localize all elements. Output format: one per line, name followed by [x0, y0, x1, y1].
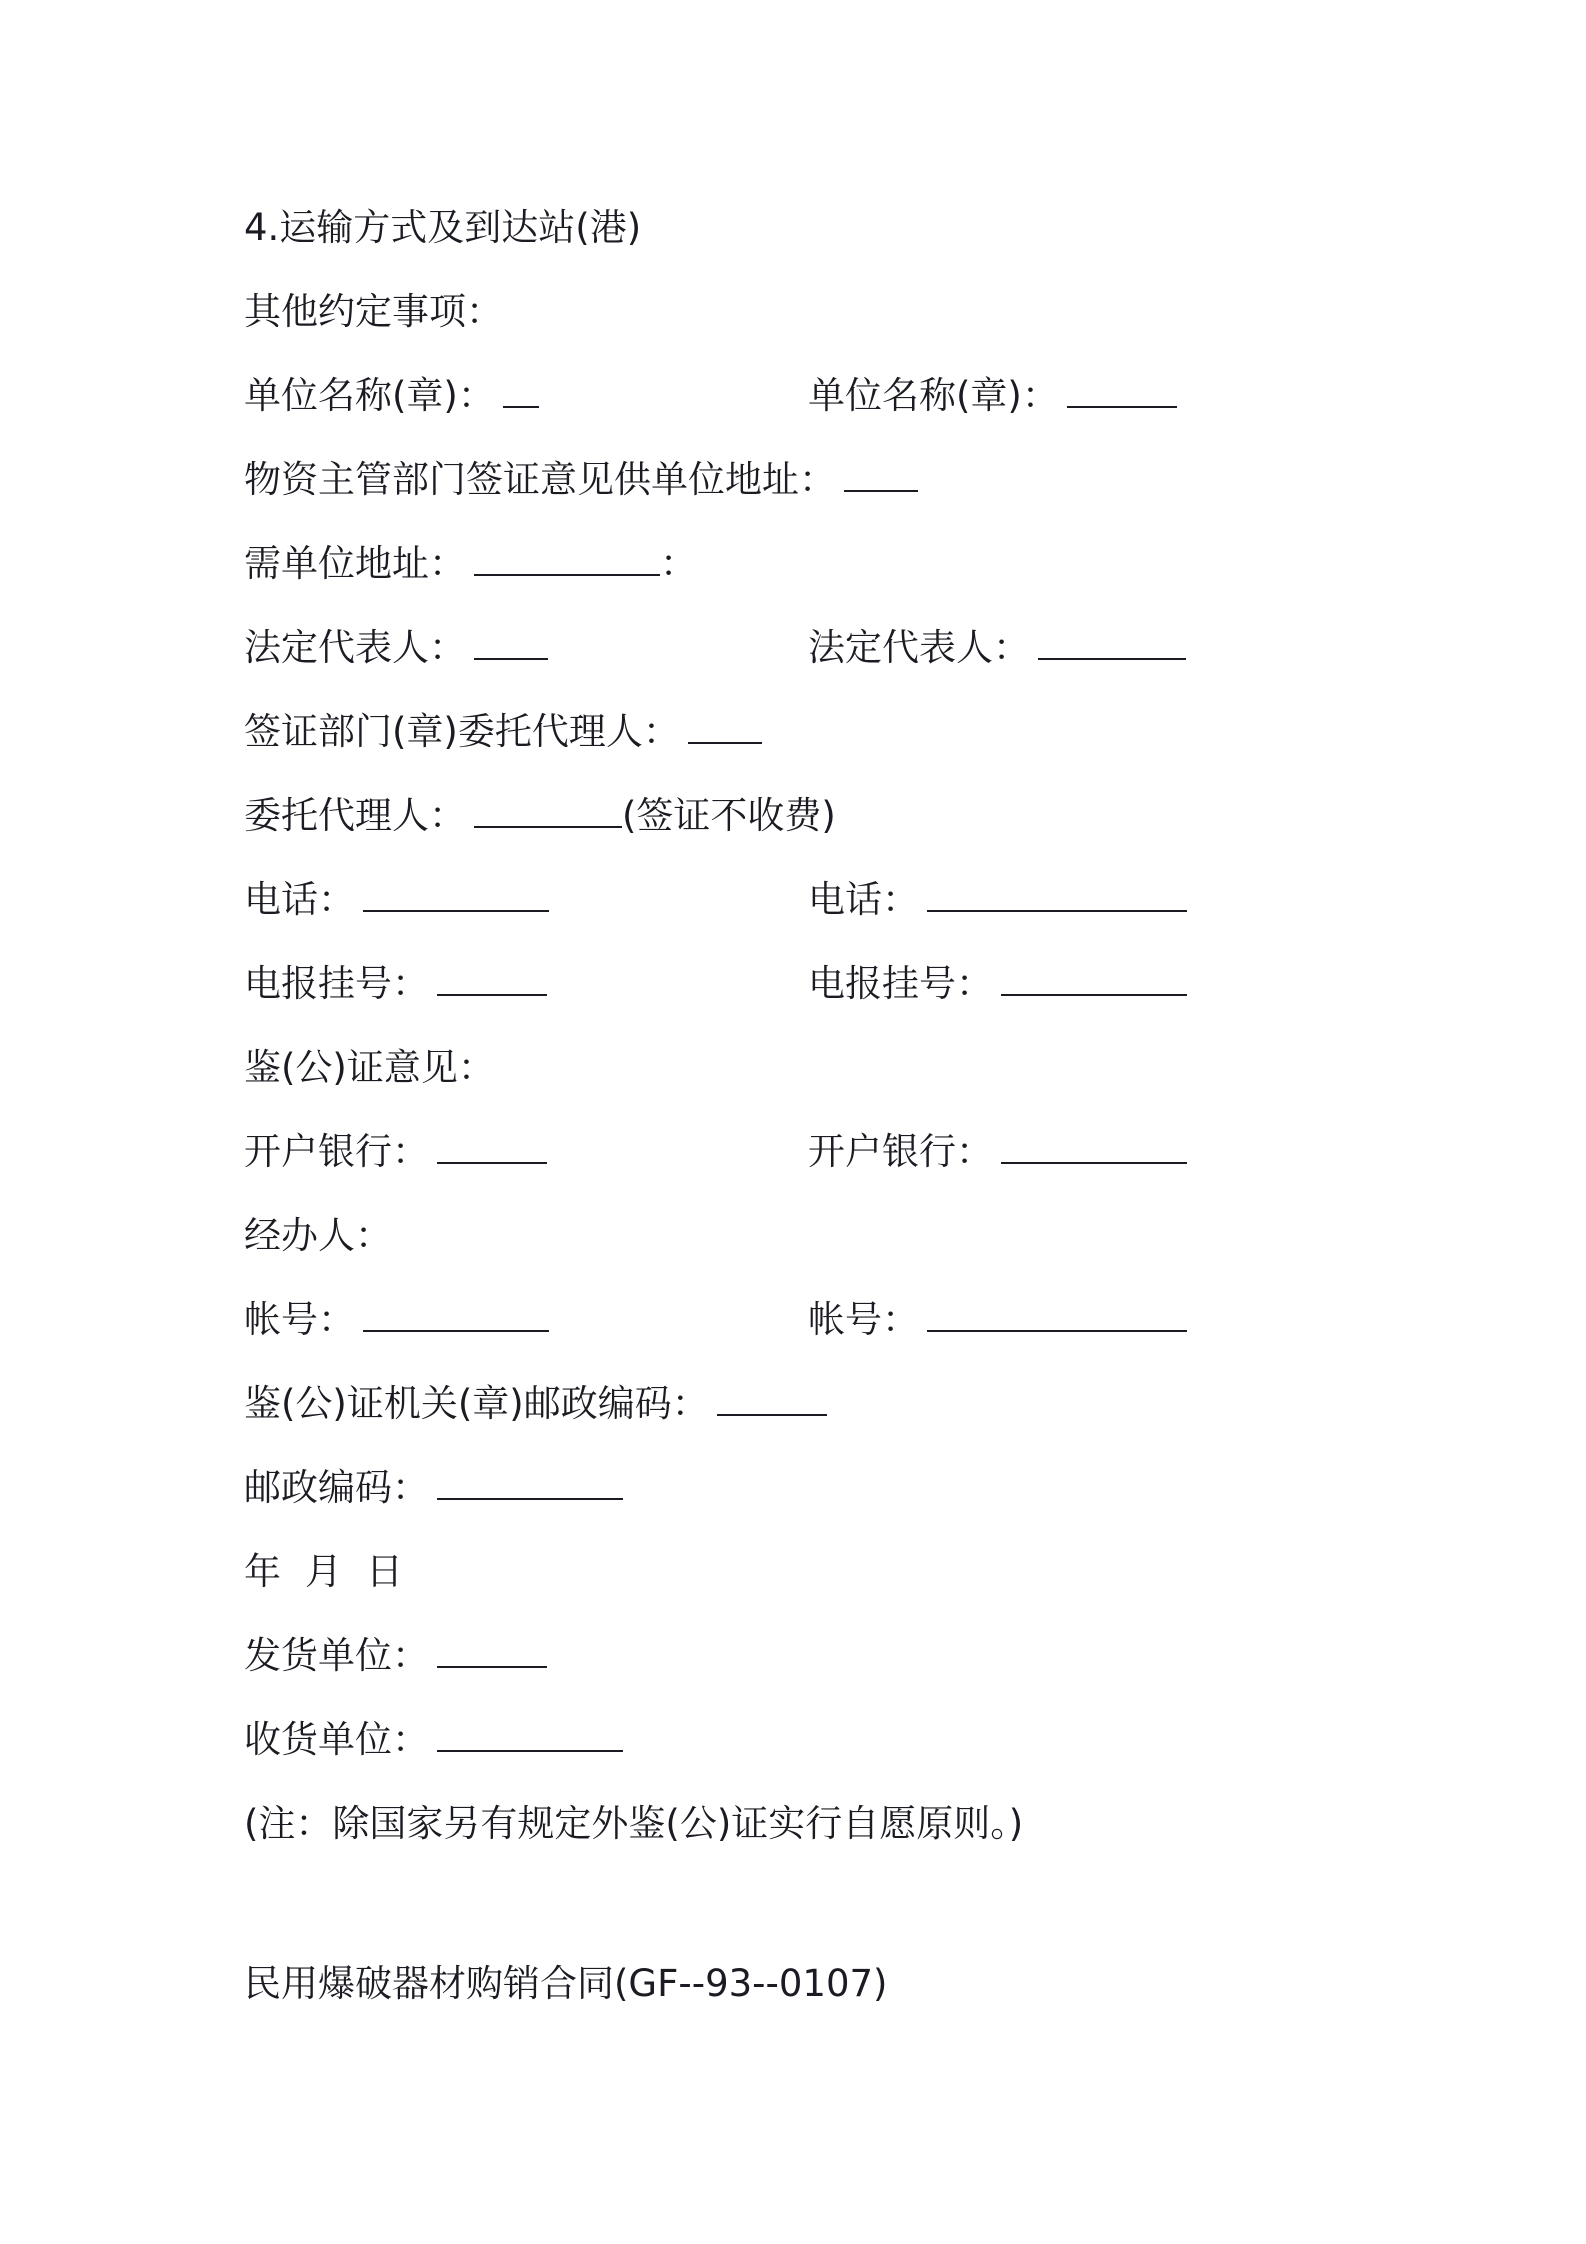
contract-title: 民用爆破器材购销合同(GF--93--0107) [244, 1962, 888, 2005]
demand-address-label: 需单位地址： [244, 542, 466, 585]
bank-right-blank [1001, 1132, 1187, 1164]
bank-left-label: 开户银行： [244, 1130, 429, 1173]
legal-rep-left-label: 法定代表人： [244, 626, 466, 669]
account-right-line [808, 1296, 1187, 1344]
phone-right-blank [927, 880, 1187, 912]
bank-right-line [808, 1128, 1187, 1176]
account-right-blank [927, 1300, 1187, 1332]
bank-right-label: 开户银行： [808, 1130, 993, 1173]
telegram-right-label: 电报挂号： [808, 962, 993, 1005]
telegram-right-line [808, 960, 1187, 1008]
notary-postcode-label: 鉴(公)证机关(章)邮政编码： [244, 1382, 709, 1425]
phone-left-line [244, 876, 549, 924]
demand-address-colon: ： [660, 542, 697, 585]
telegram-left-line [244, 960, 547, 1008]
note-line [244, 1800, 1023, 1848]
shipper-blank [437, 1636, 547, 1668]
note-text: (注：除国家另有规定外鉴(公)证实行自愿原则。) [244, 1802, 1024, 1845]
unit-name-right-line [808, 372, 1177, 420]
shipper-line [244, 1632, 547, 1680]
supply-address-line [244, 456, 918, 504]
other-terms-label: 其他约定事项： [244, 290, 503, 333]
bank-left-line [244, 1128, 547, 1176]
consignee-label: 收货单位： [244, 1718, 429, 1761]
agent-label: 委托代理人： [244, 794, 466, 837]
notary-opinion-line [244, 1044, 495, 1092]
telegram-left-blank [437, 964, 547, 996]
visa-dept-agent-blank [688, 712, 762, 744]
unit-name-left-blank [503, 376, 539, 408]
telegram-left-label: 电报挂号： [244, 962, 429, 1005]
visa-free-note: (签证不收费) [622, 794, 836, 837]
phone-left-label: 电话： [244, 878, 355, 921]
demand-address-line [244, 540, 697, 588]
consignee-blank [437, 1720, 623, 1752]
unit-name-left-label: 单位名称(章)： [244, 374, 495, 417]
other-terms-line [244, 288, 503, 336]
phone-right-line [808, 876, 1187, 924]
notary-postcode-line [244, 1380, 827, 1428]
supply-address-blank [844, 460, 918, 492]
account-left-line [244, 1296, 549, 1344]
date-month-label: 月 [305, 1550, 342, 1593]
telegram-right-blank [1001, 964, 1187, 996]
legal-rep-right-blank [1038, 628, 1186, 660]
agent-blank [474, 796, 622, 828]
unit-name-left-line [244, 372, 539, 420]
legal-rep-right-label: 法定代表人： [808, 626, 1030, 669]
phone-left-blank [363, 880, 549, 912]
shipper-label: 发货单位： [244, 1634, 429, 1677]
date-year-label: 年 [244, 1550, 281, 1593]
phone-right-label: 电话： [808, 878, 919, 921]
unit-name-right-blank [1067, 376, 1177, 408]
legal-rep-left-line [244, 624, 548, 672]
legal-rep-right-line [808, 624, 1186, 672]
account-left-label: 帐号： [244, 1298, 355, 1341]
legal-rep-left-blank [474, 628, 548, 660]
agent-line [244, 792, 836, 840]
notary-opinion-label: 鉴(公)证意见： [244, 1046, 495, 1089]
handler-label: 经办人： [244, 1214, 392, 1257]
handler-line [244, 1212, 392, 1260]
postcode-label: 邮政编码： [244, 1466, 429, 1509]
visa-dept-agent-line [244, 708, 762, 756]
postcode-line [244, 1464, 623, 1512]
account-left-blank [363, 1300, 549, 1332]
postcode-blank [437, 1468, 623, 1500]
supply-address-label: 物资主管部门签证意见供单位地址： [244, 458, 836, 501]
notary-postcode-blank [717, 1384, 827, 1416]
bank-left-blank [437, 1132, 547, 1164]
account-right-label: 帐号： [808, 1298, 919, 1341]
consignee-line [244, 1716, 623, 1764]
contract-title-line [244, 1960, 887, 2008]
transport-method-line [244, 204, 641, 252]
date-day-label: 日 [366, 1550, 403, 1593]
demand-address-blank [474, 544, 660, 576]
unit-name-right-label: 单位名称(章)： [808, 374, 1059, 417]
date-line [244, 1548, 427, 1596]
visa-dept-agent-label: 签证部门(章)委托代理人： [244, 710, 680, 753]
transport-method-label: 4.运输方式及到达站(港) [244, 206, 642, 249]
